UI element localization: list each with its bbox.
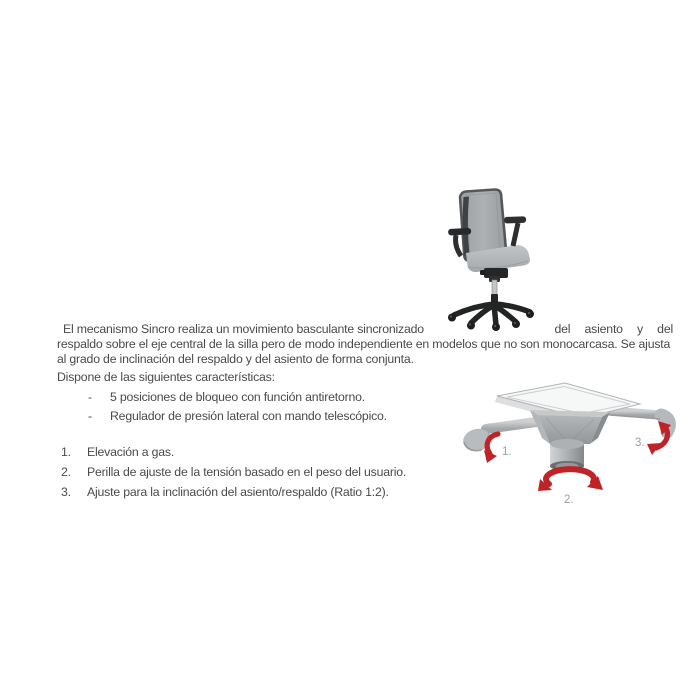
numbered-item [61, 465, 406, 479]
features-intro: Dispone de las siguientes características: [57, 370, 275, 384]
paragraph-line1-right: del asiento y del [554, 322, 673, 336]
mechanism-label-1: 1. [502, 446, 512, 458]
office-chair-image [440, 184, 544, 332]
numbered-item-number: 1. [61, 445, 71, 459]
numbered-item [61, 445, 174, 459]
paragraph-line-1 [57, 322, 673, 336]
paragraph-line-2: respaldo sobre el eje central de la silla pero de modo independiente en modelos que no son monocarcasa. Se ajusta [57, 337, 671, 351]
feature-item [88, 390, 365, 404]
numbered-item-label: Ajuste para la inclinación del asiento/respaldo (Ratio 1:2). [87, 485, 389, 499]
dash-bullet: - [88, 409, 92, 423]
dash-bullet: - [88, 390, 92, 404]
feature-item-label: Regulador de presión lateral con mando telescópico. [110, 409, 387, 423]
numbered-item-number: 3. [61, 485, 71, 499]
mechanism-label-3: 3. [635, 437, 645, 449]
paragraph-line-3: al grado de inclinación del respaldo y del asiento de forma conjunta. [57, 352, 414, 366]
numbered-item-label: Perilla de ajuste de la tensión basado en el peso del usuario. [87, 465, 407, 479]
numbered-item-number: 2. [61, 465, 71, 479]
sincro-mechanism-image [450, 380, 695, 515]
mechanism-label-2: 2. [564, 494, 574, 506]
paragraph-line1-left: El mecanismo Sincro realiza un movimiento basculante sincronizado [63, 322, 424, 336]
numbered-item-label: Elevación a gas. [87, 445, 175, 459]
feature-item [88, 409, 387, 423]
feature-item-label: 5 posiciones de bloqueo con función antiretorno. [110, 390, 365, 404]
numbered-item [61, 485, 389, 499]
